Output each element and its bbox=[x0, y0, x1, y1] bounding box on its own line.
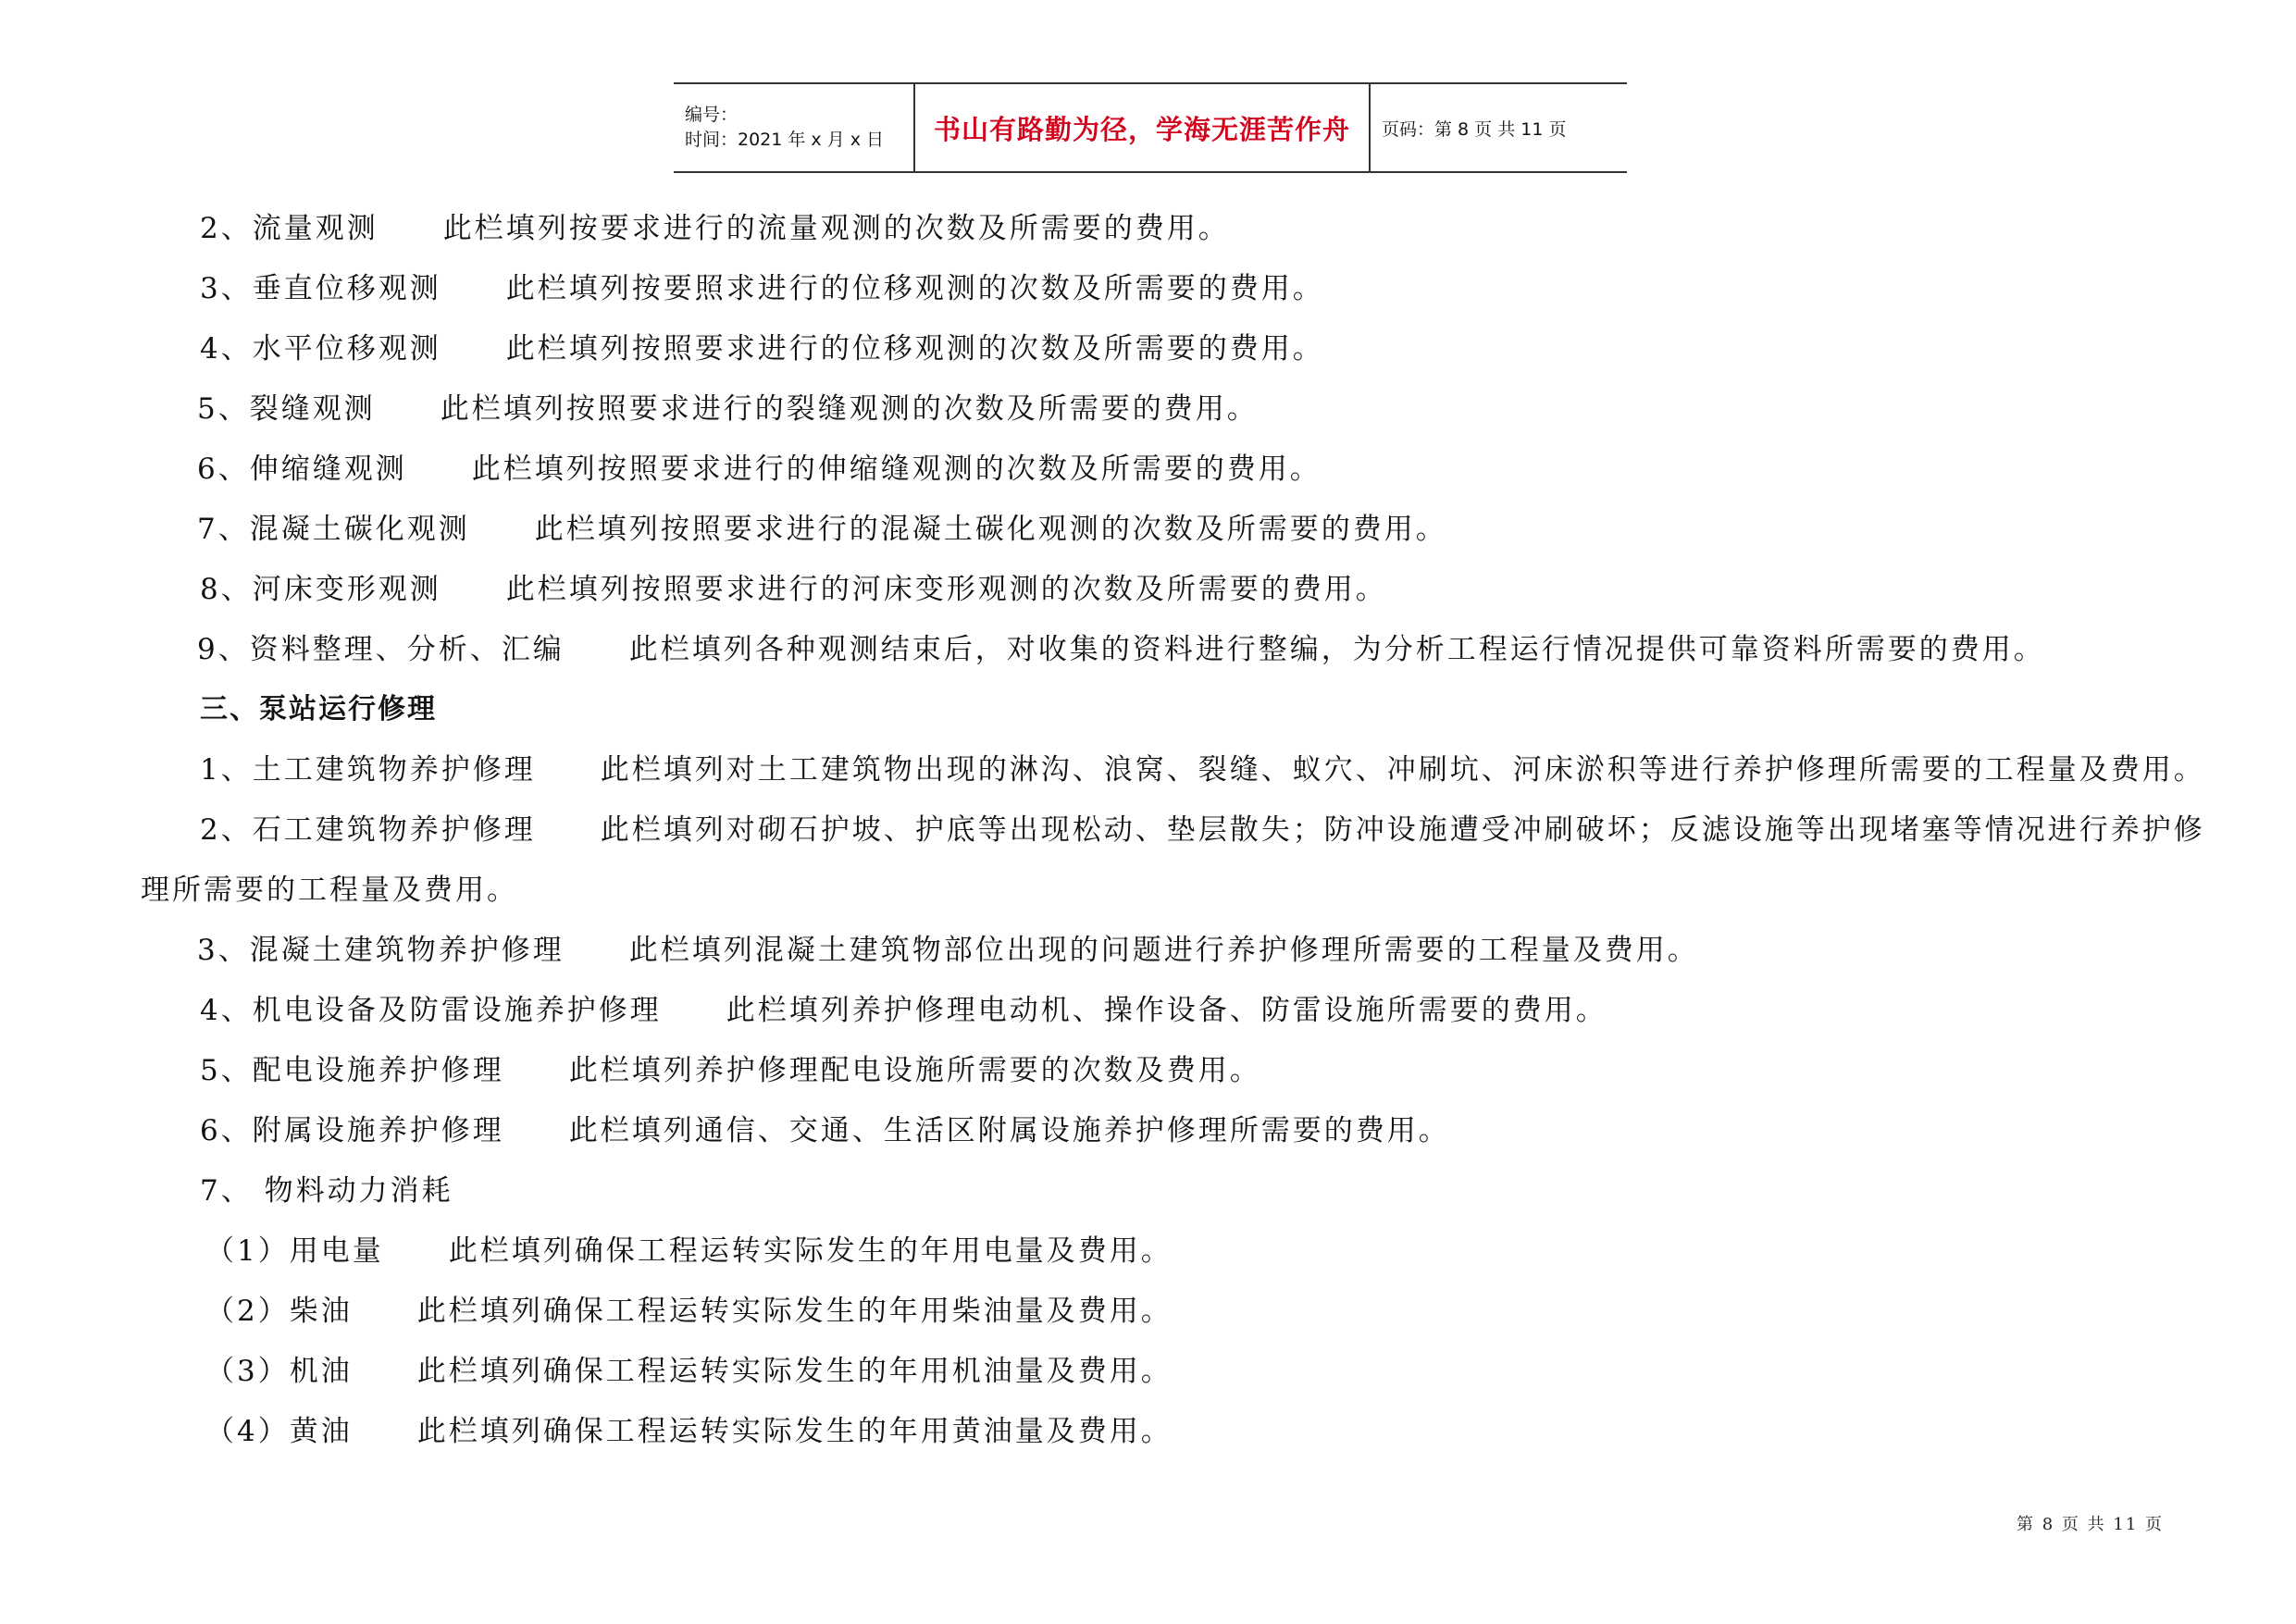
item-label: 4、机电设备及防雷设施养护修理 bbox=[200, 994, 662, 1027]
item-label: 5、配电设施养护修理 bbox=[200, 1054, 504, 1087]
list-item bbox=[197, 631, 2045, 668]
item-description: 此栏填列对土工建筑物出现的淋沟、浪窝、裂缝、蚁穴、冲刷坑、河床淤积等进行养护修理所需要的工程量及费用。 bbox=[600, 753, 2205, 787]
list-item bbox=[200, 992, 1607, 1029]
item-description: 此栏填列按照要求进行的位移观测的次数及所需要的费用。 bbox=[505, 332, 1324, 366]
list-item bbox=[200, 1052, 1261, 1089]
header-page-number bbox=[1371, 84, 1627, 171]
item-label: （1）用电量 bbox=[205, 1234, 384, 1268]
list-item bbox=[200, 210, 1230, 247]
item-description: 此栏填列按照要求进行的裂缝观测的次数及所需要的费用。 bbox=[440, 392, 1259, 426]
page-number-text: 页码：第 8 页 共 11 页 bbox=[1382, 118, 1567, 140]
item-label: （3）机油 bbox=[205, 1355, 353, 1388]
item-label: 6、附属设施养护修理 bbox=[200, 1114, 504, 1147]
list-item bbox=[200, 1172, 453, 1209]
item-label: 8、河床变形观测 bbox=[200, 573, 441, 606]
item-description: 此栏填列按要照求进行的位移观测的次数及所需要的费用。 bbox=[505, 272, 1324, 305]
document-date: 时间：2021 年 x 月 x 日 bbox=[685, 130, 885, 150]
item-label: 2、石工建筑物养护修理 bbox=[200, 813, 536, 847]
item-description: 此栏填列确保工程运转实际发生的年用机油量及费用。 bbox=[416, 1355, 1173, 1388]
list-item bbox=[200, 812, 2205, 849]
item-description: 此栏填列对砌石护坡、护底等出现松动、垫层散失；防冲设施遭受冲刷破坏；反滤设施等出现堵塞等情况进行养护修 bbox=[600, 813, 2205, 847]
item-description: 此栏填列按照要求进行的河床变形观测的次数及所需要的费用。 bbox=[505, 573, 1387, 606]
item-description: 此栏填列确保工程运转实际发生的年用黄油量及费用。 bbox=[416, 1415, 1173, 1448]
document-header bbox=[674, 82, 1627, 173]
item-description: 此栏填列通信、交通、生活区附属设施养护修理所需要的费用。 bbox=[568, 1114, 1450, 1147]
list-item bbox=[200, 571, 1387, 608]
section-heading: 三、泵站运行修理 bbox=[200, 693, 437, 725]
item-description: 此栏填列混凝土建筑物部位出现的问题进行养护修理所需要的工程量及费用。 bbox=[628, 934, 1699, 967]
item-label: 7、混凝土碳化观测 bbox=[197, 513, 470, 546]
list-item bbox=[200, 270, 1324, 307]
item-description: 此栏填列确保工程运转实际发生的年用柴油量及费用。 bbox=[416, 1295, 1173, 1328]
list-item bbox=[200, 1112, 1450, 1149]
header-meta bbox=[674, 84, 915, 171]
list-item bbox=[197, 391, 1259, 428]
list-item bbox=[200, 330, 1324, 367]
item-label: 3、垂直位移观测 bbox=[200, 272, 441, 305]
item-label: 1、土工建筑物养护修理 bbox=[200, 753, 536, 787]
item-label: 9、资料整理、分析、汇编 bbox=[197, 633, 565, 666]
item-description: 此栏填列按照要求进行的混凝土碳化观测的次数及所需要的费用。 bbox=[534, 513, 1447, 546]
item-label: 3、混凝土建筑物养护修理 bbox=[197, 934, 565, 967]
item-description: 此栏填列确保工程运转实际发生的年用电量及费用。 bbox=[448, 1234, 1173, 1268]
list-item bbox=[205, 1233, 1173, 1270]
item-description: 此栏填列养护修理配电设施所需要的次数及费用。 bbox=[568, 1054, 1261, 1087]
item-label: （2）柴油 bbox=[205, 1295, 353, 1328]
header-motto bbox=[915, 84, 1371, 171]
list-item bbox=[197, 451, 1322, 488]
item-label: 2、流量观测 bbox=[200, 212, 379, 245]
item-label: 5、裂缝观测 bbox=[197, 392, 376, 426]
list-item bbox=[205, 1413, 1173, 1450]
item-description: 此栏填列养护修理电动机、操作设备、防雷设施所需要的费用。 bbox=[726, 994, 1607, 1027]
item-description: 此栏填列按要求进行的流量观测的次数及所需要的费用。 bbox=[442, 212, 1230, 245]
page-footer: 第 8 页 共 11 页 bbox=[2017, 1515, 2164, 1534]
list-item bbox=[205, 1353, 1173, 1390]
motto-text: 书山有路勤为径，学海无涯苦作舟 bbox=[933, 113, 1350, 145]
item-label: 6、伸缩缝观测 bbox=[197, 452, 407, 486]
item-description: 此栏填列各种观测结束后，对收集的资料进行整编，为分析工程运行情况提供可靠资料所需要的费用。 bbox=[628, 633, 2045, 666]
list-item bbox=[200, 751, 2205, 788]
document-number-label: 编号： bbox=[685, 105, 738, 125]
item-label: （4）黄油 bbox=[205, 1415, 353, 1448]
list-item bbox=[197, 932, 1699, 969]
item-label: 4、水平位移观测 bbox=[200, 332, 441, 366]
item-description: 此栏填列按照要求进行的伸缩缝观测的次数及所需要的费用。 bbox=[471, 452, 1322, 486]
list-item bbox=[197, 511, 1447, 548]
list-item bbox=[205, 1293, 1173, 1330]
list-item-continuation: 理所需要的工程量及费用。 bbox=[141, 874, 518, 907]
item-label: 7、 物料动力消耗 bbox=[200, 1174, 453, 1208]
